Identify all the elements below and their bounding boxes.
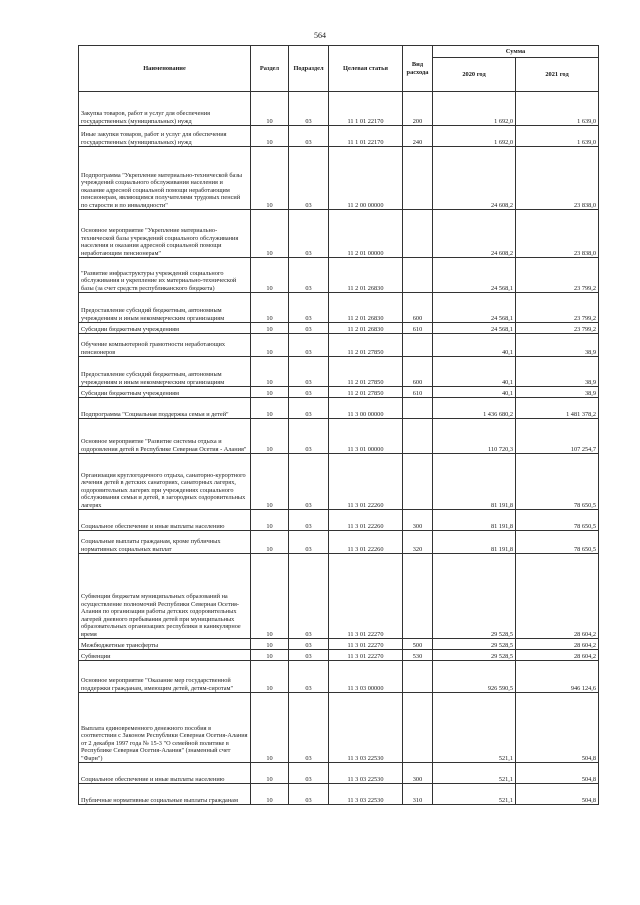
cell-2021: 38,9 bbox=[516, 357, 599, 387]
cell-2020: 1 692,0 bbox=[433, 126, 516, 147]
header-target: Целевая статья bbox=[329, 46, 403, 92]
cell-section: 10 bbox=[251, 293, 289, 323]
cell-2020: 926 590,5 bbox=[433, 661, 516, 693]
cell-2021: 28 604,2 bbox=[516, 554, 599, 639]
cell-target: 11 3 01 22270 bbox=[329, 650, 403, 661]
cell-2020: 24 568,1 bbox=[433, 258, 516, 293]
cell-2020: 40,1 bbox=[433, 357, 516, 387]
cell-subsection: 03 bbox=[289, 258, 329, 293]
cell-section: 10 bbox=[251, 92, 289, 126]
cell-expense-type bbox=[403, 693, 433, 763]
cell-section: 10 bbox=[251, 398, 289, 419]
cell-name: Предоставление субсидий бюджетным, автономным учреждениям и иным некоммерческим организациям bbox=[79, 357, 251, 387]
cell-subsection: 03 bbox=[289, 454, 329, 510]
cell-2021: 23 838,0 bbox=[516, 147, 599, 210]
cell-target: 11 2 01 00000 bbox=[329, 210, 403, 258]
table-row bbox=[79, 639, 599, 650]
cell-target: 11 3 01 22270 bbox=[329, 639, 403, 650]
cell-2020: 40,1 bbox=[433, 334, 516, 357]
cell-2020: 81 191,8 bbox=[433, 454, 516, 510]
cell-2020: 29 528,5 bbox=[433, 650, 516, 661]
cell-subsection: 03 bbox=[289, 531, 329, 554]
cell-expense-type bbox=[403, 419, 433, 454]
table-row bbox=[79, 784, 599, 805]
cell-section: 10 bbox=[251, 661, 289, 693]
cell-name: Выплата единовременного денежного пособия в соответствии с Законом Республики Северная Осетия-Алания от 2 декабря 1997 года № 15-3 "О семейной политике в Республике Северная Осетия-Алания" (знаменный счет "Фарн") bbox=[79, 693, 251, 763]
cell-2021: 504,8 bbox=[516, 693, 599, 763]
cell-2021: 1 639,0 bbox=[516, 126, 599, 147]
cell-name: Субвенции bbox=[79, 650, 251, 661]
cell-subsection: 03 bbox=[289, 334, 329, 357]
cell-target: 11 3 01 22260 bbox=[329, 454, 403, 510]
cell-2020: 1 692,0 bbox=[433, 92, 516, 126]
table-row bbox=[79, 323, 599, 334]
table-row bbox=[79, 258, 599, 293]
cell-2021: 23 838,0 bbox=[516, 210, 599, 258]
cell-target: 11 3 01 00000 bbox=[329, 419, 403, 454]
table-row bbox=[79, 398, 599, 419]
cell-expense-type bbox=[403, 210, 433, 258]
page-number: 564 bbox=[314, 31, 326, 40]
cell-section: 10 bbox=[251, 387, 289, 398]
cell-target: 11 1 01 22170 bbox=[329, 126, 403, 147]
cell-section: 10 bbox=[251, 258, 289, 293]
cell-2021: 23 799,2 bbox=[516, 293, 599, 323]
cell-expense-type: 310 bbox=[403, 784, 433, 805]
cell-subsection: 03 bbox=[289, 323, 329, 334]
cell-name: Основное мероприятие "Укрепление материально-технической базы учреждений социального обслуживания населения и оказания адресной социальной помощи неработающим пенсионерам" bbox=[79, 210, 251, 258]
cell-name: Субсидии бюджетным учреждениям bbox=[79, 323, 251, 334]
cell-target: 11 1 01 22170 bbox=[329, 92, 403, 126]
cell-2020: 24 568,1 bbox=[433, 323, 516, 334]
cell-subsection: 03 bbox=[289, 510, 329, 531]
cell-target: 11 2 00 00000 bbox=[329, 147, 403, 210]
budget-table bbox=[78, 45, 599, 805]
cell-2021: 504,8 bbox=[516, 784, 599, 805]
cell-expense-type bbox=[403, 454, 433, 510]
cell-2021: 1 481 378,2 bbox=[516, 398, 599, 419]
cell-subsection: 03 bbox=[289, 357, 329, 387]
cell-2020: 24 568,1 bbox=[433, 293, 516, 323]
cell-expense-type: 600 bbox=[403, 357, 433, 387]
cell-2021: 38,9 bbox=[516, 387, 599, 398]
header-section: Раздел bbox=[251, 46, 289, 92]
cell-expense-type: 610 bbox=[403, 323, 433, 334]
cell-2020: 81 191,8 bbox=[433, 510, 516, 531]
cell-subsection: 03 bbox=[289, 650, 329, 661]
cell-name: Основное мероприятие "Оказание мер государственной поддержки гражданам, имеющим детей, детям-сиротам" bbox=[79, 661, 251, 693]
cell-section: 10 bbox=[251, 693, 289, 763]
header-name: Наименование bbox=[79, 46, 251, 92]
cell-subsection: 03 bbox=[289, 554, 329, 639]
cell-expense-type bbox=[403, 147, 433, 210]
cell-subsection: 03 bbox=[289, 661, 329, 693]
cell-subsection: 03 bbox=[289, 398, 329, 419]
cell-2020: 40,1 bbox=[433, 387, 516, 398]
header-subsection: Подраздел bbox=[289, 46, 329, 92]
cell-2020: 521,1 bbox=[433, 763, 516, 784]
cell-subsection: 03 bbox=[289, 639, 329, 650]
cell-section: 10 bbox=[251, 454, 289, 510]
cell-expense-type: 500 bbox=[403, 639, 433, 650]
header-sum: Сумма bbox=[433, 46, 599, 58]
cell-2020: 29 528,5 bbox=[433, 554, 516, 639]
cell-expense-type: 610 bbox=[403, 387, 433, 398]
cell-subsection: 03 bbox=[289, 387, 329, 398]
table-row bbox=[79, 419, 599, 454]
table-header bbox=[79, 46, 599, 92]
cell-expense-type: 240 bbox=[403, 126, 433, 147]
cell-2021: 78 650,5 bbox=[516, 454, 599, 510]
table-row bbox=[79, 554, 599, 639]
cell-subsection: 03 bbox=[289, 147, 329, 210]
cell-section: 10 bbox=[251, 210, 289, 258]
cell-section: 10 bbox=[251, 531, 289, 554]
cell-name: Публичные нормативные социальные выплаты гражданам bbox=[79, 784, 251, 805]
cell-expense-type: 200 bbox=[403, 92, 433, 126]
cell-target: 11 2 01 26830 bbox=[329, 323, 403, 334]
cell-target: 11 2 01 27850 bbox=[329, 334, 403, 357]
cell-2021: 1 639,0 bbox=[516, 92, 599, 126]
cell-2020: 24 608,2 bbox=[433, 147, 516, 210]
cell-2021: 504,8 bbox=[516, 763, 599, 784]
cell-section: 10 bbox=[251, 784, 289, 805]
cell-section: 10 bbox=[251, 357, 289, 387]
cell-name: "Развитие инфраструктуры учреждений социального обслуживания и укрепление их материально-технической базы (за счет средств республиканского бюджета) bbox=[79, 258, 251, 293]
cell-expense-type bbox=[403, 398, 433, 419]
table-row bbox=[79, 92, 599, 126]
cell-2021: 28 604,2 bbox=[516, 650, 599, 661]
cell-2021: 78 650,5 bbox=[516, 510, 599, 531]
cell-2020: 521,1 bbox=[433, 693, 516, 763]
cell-name: Обучение компьютерной грамотности неработающих пенсионеров bbox=[79, 334, 251, 357]
cell-target: 11 2 01 26830 bbox=[329, 293, 403, 323]
cell-expense-type bbox=[403, 554, 433, 639]
cell-section: 10 bbox=[251, 554, 289, 639]
cell-expense-type bbox=[403, 258, 433, 293]
cell-expense-type: 530 bbox=[403, 650, 433, 661]
table-row bbox=[79, 334, 599, 357]
cell-expense-type: 320 bbox=[403, 531, 433, 554]
cell-expense-type: 300 bbox=[403, 763, 433, 784]
cell-2021: 946 124,6 bbox=[516, 661, 599, 693]
table-row bbox=[79, 387, 599, 398]
cell-target: 11 3 01 22270 bbox=[329, 554, 403, 639]
cell-2021: 23 799,2 bbox=[516, 258, 599, 293]
cell-2021: 28 604,2 bbox=[516, 639, 599, 650]
table-row bbox=[79, 531, 599, 554]
table-row bbox=[79, 454, 599, 510]
cell-name: Подпрограмма "Социальная поддержка семьи и детей" bbox=[79, 398, 251, 419]
table-row bbox=[79, 510, 599, 531]
cell-section: 10 bbox=[251, 650, 289, 661]
table-row bbox=[79, 650, 599, 661]
cell-section: 10 bbox=[251, 334, 289, 357]
table-row bbox=[79, 147, 599, 210]
cell-name: Основное мероприятие "Развитие системы отдыха и оздоровления детей в Республике Северная Осетия - Алания" bbox=[79, 419, 251, 454]
cell-target: 11 3 03 22530 bbox=[329, 784, 403, 805]
cell-2021: 78 650,5 bbox=[516, 531, 599, 554]
cell-subsection: 03 bbox=[289, 763, 329, 784]
cell-section: 10 bbox=[251, 323, 289, 334]
table-body bbox=[79, 92, 599, 805]
cell-name: Социальное обеспечение и иные выплаты населению bbox=[79, 763, 251, 784]
cell-2021: 38,9 bbox=[516, 334, 599, 357]
header-expense-type: Вид расхода bbox=[403, 46, 433, 92]
cell-expense-type: 300 bbox=[403, 510, 433, 531]
table-row bbox=[79, 210, 599, 258]
cell-name: Межбюджетные трансферты bbox=[79, 639, 251, 650]
cell-2020: 110 720,3 bbox=[433, 419, 516, 454]
cell-name: Предоставление субсидий бюджетным, автономным учреждениям и иным некоммерческим организациям bbox=[79, 293, 251, 323]
cell-section: 10 bbox=[251, 126, 289, 147]
table-row bbox=[79, 126, 599, 147]
table-row bbox=[79, 763, 599, 784]
cell-2021: 23 799,2 bbox=[516, 323, 599, 334]
cell-subsection: 03 bbox=[289, 293, 329, 323]
cell-subsection: 03 bbox=[289, 784, 329, 805]
cell-subsection: 03 bbox=[289, 92, 329, 126]
table-row bbox=[79, 693, 599, 763]
cell-subsection: 03 bbox=[289, 126, 329, 147]
cell-section: 10 bbox=[251, 419, 289, 454]
cell-target: 11 3 01 22260 bbox=[329, 510, 403, 531]
cell-section: 10 bbox=[251, 147, 289, 210]
cell-target: 11 3 01 22260 bbox=[329, 531, 403, 554]
cell-name: Закупка товаров, работ и услуг для обеспечения государственных (муниципальных) нужд bbox=[79, 92, 251, 126]
cell-target: 11 3 00 00000 bbox=[329, 398, 403, 419]
cell-2020: 1 436 680,2 bbox=[433, 398, 516, 419]
cell-section: 10 bbox=[251, 639, 289, 650]
cell-target: 11 2 01 27850 bbox=[329, 357, 403, 387]
cell-target: 11 2 01 27850 bbox=[329, 387, 403, 398]
cell-target: 11 3 03 22530 bbox=[329, 693, 403, 763]
cell-section: 10 bbox=[251, 763, 289, 784]
cell-name: Субвенции бюджетам муниципальных образований на осуществление полномочий Республики Северная Осетия-Алания по организации работы детских оздоровительных лагерей дневного пребывания детей при муниципальных образовательных организациях республики в каникулярное время bbox=[79, 554, 251, 639]
table-row bbox=[79, 661, 599, 693]
cell-expense-type bbox=[403, 661, 433, 693]
cell-2020: 24 608,2 bbox=[433, 210, 516, 258]
cell-name: Организация круглогодичного отдыха, санаторно-курортного лечения детей в детских санаториях, санаторных лагерях, оздоровительных лагерях при учреждениях социального обслуживания семьи и детей, в загородных оздоровительных лагерях bbox=[79, 454, 251, 510]
cell-name: Субсидии бюджетным учреждениям bbox=[79, 387, 251, 398]
cell-target: 11 3 03 00000 bbox=[329, 661, 403, 693]
cell-2021: 107 254,7 bbox=[516, 419, 599, 454]
table-row bbox=[79, 293, 599, 323]
cell-target: 11 2 01 26830 bbox=[329, 258, 403, 293]
table-row bbox=[79, 357, 599, 387]
cell-2020: 521,1 bbox=[433, 784, 516, 805]
cell-expense-type bbox=[403, 334, 433, 357]
cell-target: 11 3 03 22530 bbox=[329, 763, 403, 784]
cell-section: 10 bbox=[251, 510, 289, 531]
cell-name: Подпрограмма "Укрепление материально-технической базы учреждений социального обслуживания населения и оказание адресной социальной помощи неработающим пенсионерам, являющимся получателями трудовых пенсий по старости и по инвалидности" bbox=[79, 147, 251, 210]
cell-name: Социальное обеспечение и иные выплаты населению bbox=[79, 510, 251, 531]
cell-name: Социальные выплаты гражданам, кроме публичных нормативных социальных выплат bbox=[79, 531, 251, 554]
cell-subsection: 03 bbox=[289, 693, 329, 763]
header-year-2021: 2021 год bbox=[516, 58, 599, 92]
cell-subsection: 03 bbox=[289, 210, 329, 258]
cell-name: Иные закупки товаров, работ и услуг для обеспечения государственных (муниципальных) нужд bbox=[79, 126, 251, 147]
cell-expense-type: 600 bbox=[403, 293, 433, 323]
cell-2020: 81 191,8 bbox=[433, 531, 516, 554]
cell-2020: 29 528,5 bbox=[433, 639, 516, 650]
cell-subsection: 03 bbox=[289, 419, 329, 454]
header-year-2020: 2020 год bbox=[433, 58, 516, 92]
